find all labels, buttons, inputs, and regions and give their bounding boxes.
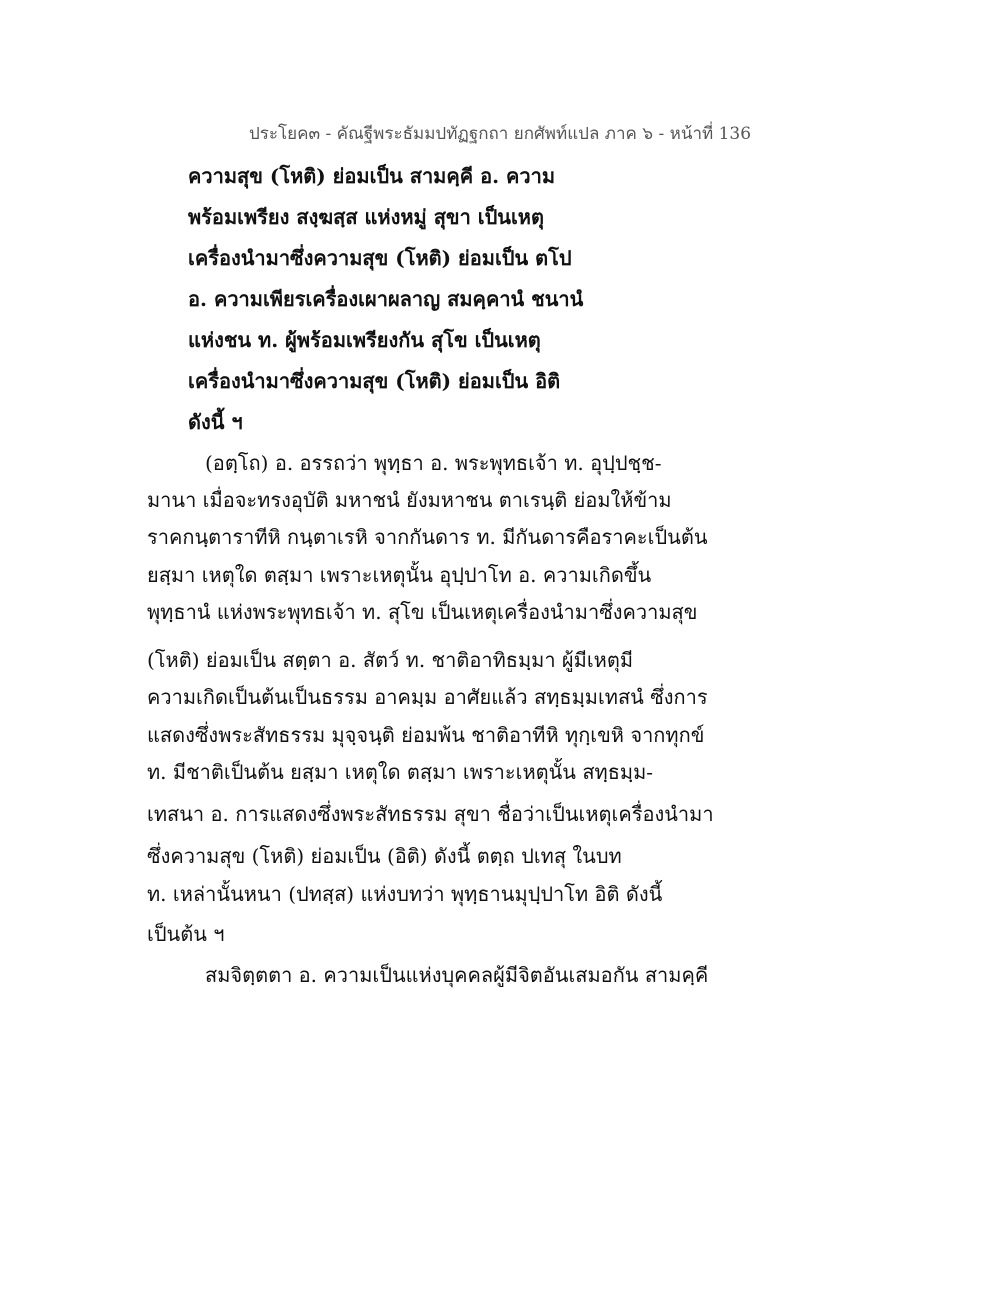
bold-line: ดังนี้ ฯ bbox=[188, 410, 243, 434]
bold-line: ความสุข (โหติ) ย่อมเป็น สามคฺคี อ. ความ bbox=[188, 164, 556, 188]
paragraph-line: เป็นต้น ฯ bbox=[147, 922, 225, 946]
bold-line: อ. ความเพียรเครื่องเผาผลาญ สมคฺคานํ ชนานํ bbox=[188, 287, 584, 311]
paragraph-line: เทสนา อ. การแสดงซึ่งพระสัทธรรม สุขา ชื่อว่าเป็นเหตุเครื่องนำมา bbox=[147, 802, 714, 826]
paragraph-line: สมจิตฺตตา อ. ความเป็นแห่งบุคคลผู้มีจิตอันเสมอกัน สามคฺคี bbox=[205, 963, 709, 987]
paragraph-line: ท. มีชาติเป็นต้น ยสฺมา เหตุใด ตสฺมา เพราะเหตุนั้น สทฺธมฺม- bbox=[147, 760, 654, 784]
bold-line: แห่งชน ท. ผู้พร้อมเพรียงกัน สุโข เป็นเหตุ bbox=[188, 328, 541, 352]
paragraph-line: ราคกนฺตาราทีหิ กนฺตาเรหิ จากกันดาร ท. มีกันดารคือราคะเป็นต้น bbox=[147, 525, 708, 549]
bold-line: เครื่องนำมาซึ่งความสุข (โหติ) ย่อมเป็น อิติ bbox=[188, 369, 561, 393]
paragraph-line: พุทฺธานํ แห่งพระพุทธเจ้า ท. สุโข เป็นเหตุเครื่องนำมาซึ่งความสุข bbox=[147, 600, 698, 624]
paragraph-line: ความเกิดเป็นต้นเป็นธรรม อาคมฺม อาศัยแล้ว สทฺธมฺมเทสนํ ซึ่งการ bbox=[147, 685, 708, 709]
paragraph-line: ยสฺมา เหตุใด ตสฺมา เพราะเหตุนั้น อุปฺปาโท อ. ความเกิดขึ้น bbox=[147, 563, 652, 587]
paragraph-line: มานา เมื่อจะทรงอุบัติ มหาชนํ ยังมหาชน ตาเรนฺติ ย่อมให้ข้าม bbox=[147, 488, 672, 512]
paragraph-line: ท. เหล่านั้นหนา (ปทสฺส) แห่งบทว่า พุทฺธานมุปฺปาโท อิติ ดังนี้ bbox=[147, 882, 663, 906]
paragraph-line: (อตฺโถ) อ. อรรถว่า พุทฺธา อ. พระพุทธเจ้า ท. อุปฺปชฺช- bbox=[205, 451, 662, 475]
paragraph-line: แสดงซึ่งพระสัทธรรม มุจฺจนฺติ ย่อมพ้น ชาติอาทีหิ ทุกฺเขหิ จากทุกข์ bbox=[147, 723, 705, 747]
bold-line: เครื่องนำมาซึ่งความสุข (โหติ) ย่อมเป็น ตโป bbox=[188, 246, 572, 270]
paragraph-line: (โหติ) ย่อมเป็น สตฺตา อ. สัตว์ ท. ชาติอาทิธมฺมา ผู้มีเหตุมี bbox=[147, 648, 634, 672]
running-header: ประโยค๓ - คัณฐีพระธัมมปทัฏฐกถา ยกศัพท์แปล ภาค ๖ - หน้าที่ 136 bbox=[248, 124, 752, 144]
bold-line: พร้อมเพรียง สงฺฆสฺส แห่งหมู่ สุขา เป็นเหตุ bbox=[188, 205, 544, 229]
paragraph-line: ซึ่งความสุข (โหติ) ย่อมเป็น (อิติ) ดังนี้ ตตฺถ ปเทสุ ในบท bbox=[147, 844, 622, 868]
